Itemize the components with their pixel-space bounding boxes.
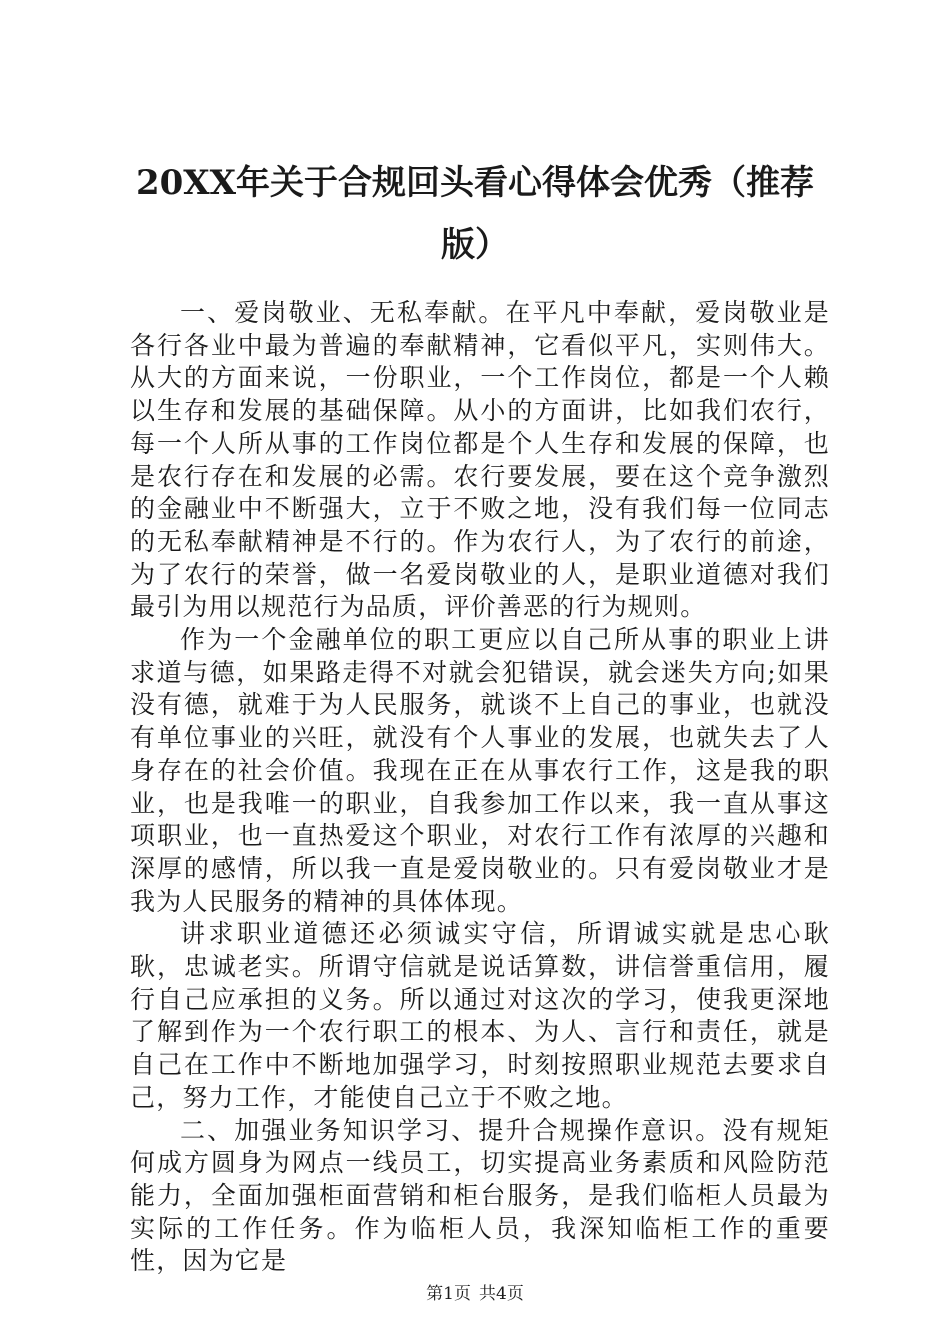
document-body — [130, 297, 830, 1278]
paragraph-3: 讲求职业道德还必须诚实守信，所谓诚实就是忠心耿耿，忠诚老实。所谓守信就是说话算数，讲信誉重信用，履行自己应承担的义务。所以通过对这次的学习，使我更深地了解到作为一个农行职工的根本、为人、言行和责任，就是自己在工作中不断地加强学习，时刻按照职业规范去要求自己，努力工作，才能使自己立于不败之地。 — [130, 919, 830, 1112]
total-pages: 共4页 — [479, 1284, 524, 1304]
page-number: 第1页 — [426, 1284, 471, 1304]
paragraph-4: 二、加强业务知识学习、提升合规操作意识。没有规矩何成方圆身为网点一线员工，切实提高业务素质和风险防范能力，全面加强柜面营销和柜台服务，是我们临柜人员最为实际的工作任务。作为临柜人员，我深知临柜工作的重要性，因为它是 — [130, 1115, 830, 1276]
paragraph-2: 作为一个金融单位的职工更应以自己所从事的职业上讲求道与德，如果路走得不对就会犯错误，就会迷失方向;如果没有德，就难于为人民服务，就谈不上自己的事业，也就没有单位事业的兴旺，就没有个人事业的发展，也就失去了人身存在的社会价值。我现在正在从事农行工作，这是我的职业，也是我唯一的职业，自我参加工作以来，我一直从事这项职业，也一直热爱这个职业，对农行工作有浓厚的兴趣和深厚的感情，所以我一直是爱岗敬业的。只有爱岗敬业才是我为人民服务的精神的具体体现。 — [130, 625, 830, 916]
paragraph-1: 一、爱岗敬业、无私奉献。在平凡中奉献，爱岗敬业是各行各业中最为普遍的奉献精神，它看似平凡，实则伟大。从大的方面来说，一份职业，一个工作岗位，都是一个人赖以生存和发展的基础保障。从小的方面讲，比如我们农行，每一个人所从事的工作岗位都是个人生存和发展的保障，也是农行存在和发展的必需。农行要发展，要在这个竞争激烈的金融业中不断强大，立于不败之地，没有我们每一位同志的无私奉献精神是不行的。作为农行人，为了农行的前途，为了农行的荣誉，做一名爱岗敬业的人，是职业道德对我们最引为用以规范行为品质，评价善恶的行为规则。 — [130, 298, 830, 622]
document-title: 20XX年关于合规回头看心得体会优秀（推荐版） — [135, 163, 815, 265]
page-footer — [0, 1283, 950, 1305]
